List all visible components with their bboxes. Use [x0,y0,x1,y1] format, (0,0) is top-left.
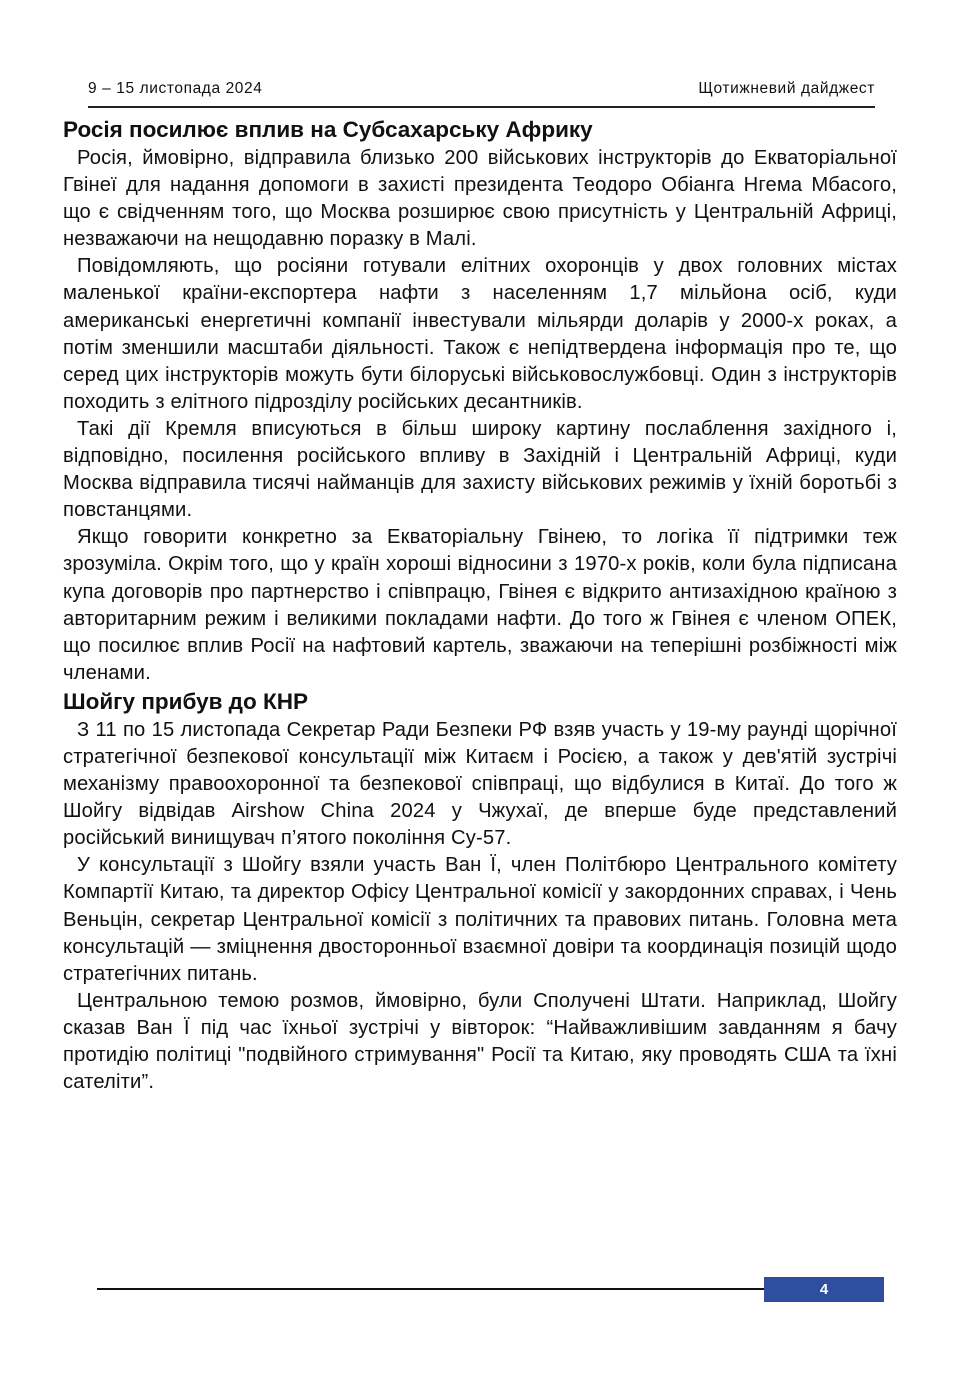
header-date: 9 – 15 листопада 2024 [88,80,263,97]
paragraph: Повідомляють, що росіяни готували елітних охоронців у двох головних містах маленької країни-експортера нафти з населенням 1,7 мільйона осіб, куди американські енергетичні компанії інвестували мільярди доларів у 2000-х роках, а потім зменшили масштаби діяльності. Також є непідтвердена інформація про те, що серед цих інструкторів можуть бути білоруські військовослужбовці. Один з інструкторів походить з елітного підрозділу російських десантників. [63,255,897,413]
paragraph: З 11 по 15 листопада Секретар Ради Безпеки РФ взяв участь у 19-му раунді щорічної стратегічної безпекової консультації між Китаєм і Росією, а також у дев'ятій зустрічі механізму правоохоронної та безпекової співпраці, що відбулися в Китаї. До того ж Шойгу відвідав Airshow China 2024 у Чжухаї, де вперше буде представлений російський винищувач п’ятого покоління Су-57. [63,718,897,850]
paragraph: Центральною темою розмов, ймовірно, були Сполучені Штати. Наприклад, Шойгу сказав Ван Ї під час їхньої зустрічі у вівторок: “Найважливішим завданням я бачу протидію політиці "подвійного стримування" Росії та Китаю, яку проводять США та їхні сателіти”. [63,989,897,1094]
paragraph: Росія, ймовірно, відправила близько 200 військових інструкторів до Екваторіальної Гвінеї для надання допомоги в захисті президента Теодоро Обіанга Нгема Мбасого, що є свідченням того, що Москва розширює свою присутність у Центральній Африці, незважаючи на нещодавню поразку в Малі. [63,147,897,251]
paragraph: У консультації з Шойгу взяли участь Ван Ї, член Політбюро Центрального комітету Компартії Китаю, та директор Офісу Центральної комісії у закордонних справах, і Чень Веньцін, секретар Центральної комісії з політичних та правових питань. Головна мета консультацій — зміцнення двосторонньої взаємної довіри та координація позицій щодо стратегічних питань. [63,854,897,985]
footer-divider [97,1288,767,1290]
article-body [63,115,897,1096]
paragraph: Якщо говорити конкретно за Екваторіальну Гвінею, то логіка її підтримки теж зрозуміла. Окрім того, що у країн хороші відносини з 1970-х років, коли була підписана купа договорів про партнерство і співпрацю, Гвінея є відкрито антизахідною країною з авторитарним режим і великими покладами нафти. До того ж Гвінея є членом ОПЕК, що посилює вплив Росії на нафтовий картель, зважаючи на теперішні розбіжності між членами. [63,526,897,684]
section-heading: Росія посилює вплив на Субсахарську Африку [63,117,593,142]
paragraph: Такі дії Кремля вписуються в більш широку картину послаблення західного і, відповідно, посилення російського впливу в Західній і Центральній Африці, куди Москва відправила тисячі найманців для захисту військових режимів у їхній боротьбі з повстанцями. [63,417,897,522]
header-title: Щотижневий дайджест [698,80,875,97]
section-heading: Шойгу прибув до КНР [63,688,308,714]
page-header [88,78,875,108]
page-number: 4 [764,1277,884,1302]
